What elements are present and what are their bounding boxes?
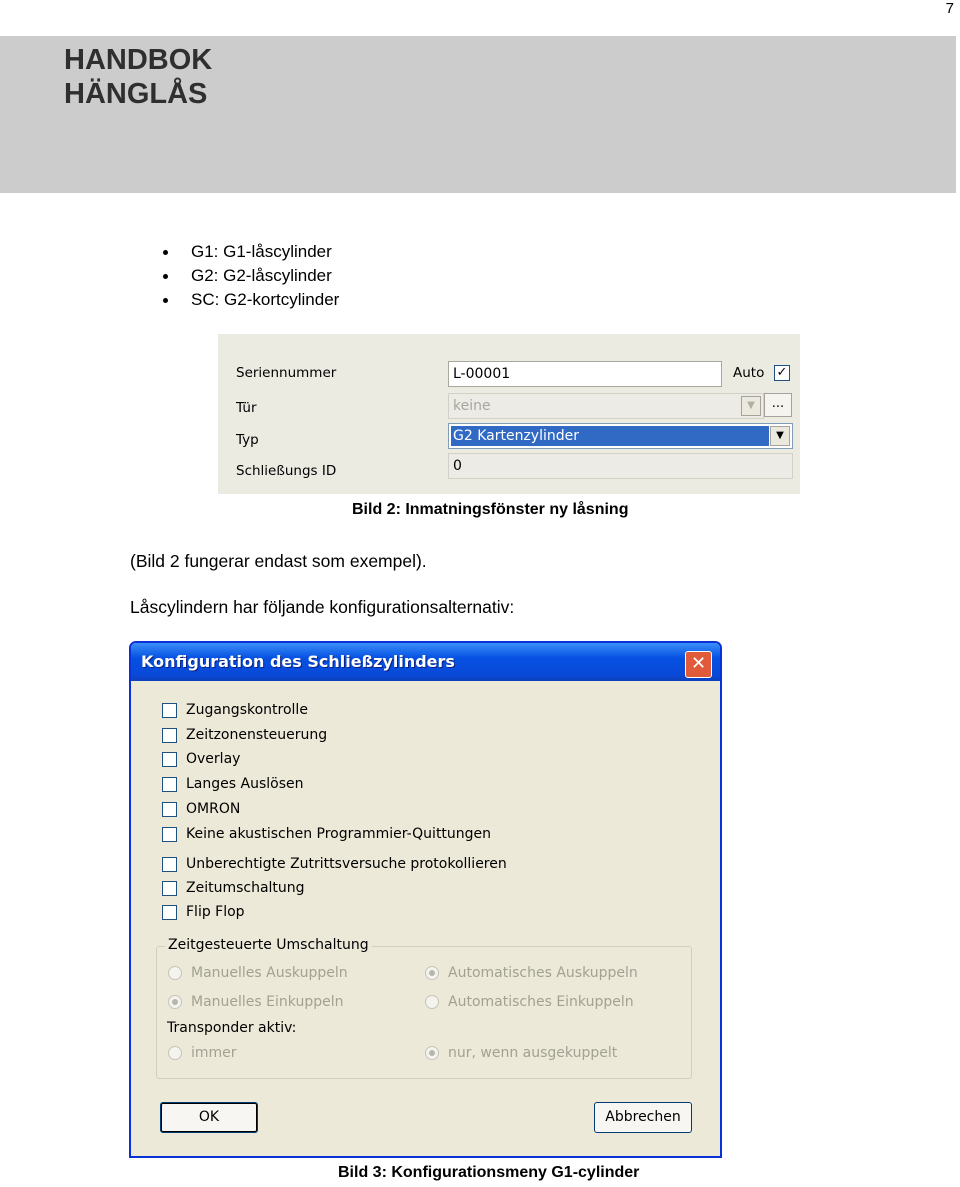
- intro-text: Låscylindern har följande konfigurationsalternativ:: [130, 597, 515, 617]
- checkbox-omron[interactable]: OMRON: [162, 801, 240, 817]
- dialog-title: Konfiguration des Schließzylinders: [141, 652, 455, 671]
- figure-caption: Bild 3: Konfigurationsmeny G1-cylinder: [338, 1164, 640, 1181]
- chevron-down-icon: ▼: [770, 426, 790, 446]
- browse-door-button[interactable]: ...: [764, 393, 792, 417]
- document-title: [64, 43, 212, 111]
- radio-button[interactable]: [425, 966, 439, 980]
- door-select-value: keine: [453, 398, 491, 414]
- door-select[interactable]: [448, 393, 764, 419]
- radio-button[interactable]: [425, 1046, 439, 1060]
- serial-label: Seriennummer: [236, 365, 337, 381]
- type-label: Typ: [236, 432, 259, 448]
- auto-label: Auto: [733, 365, 765, 381]
- cancel-button[interactable]: Abbrechen: [594, 1102, 692, 1133]
- ok-button[interactable]: OK: [160, 1102, 258, 1133]
- radio-always[interactable]: immer: [168, 1045, 237, 1061]
- auto-checkbox[interactable]: ✓: [774, 365, 790, 381]
- radio-button[interactable]: [168, 995, 182, 1009]
- radio-manual-release[interactable]: Manuelles Auskuppeln: [168, 965, 348, 981]
- title-line-2: HÄNGLÅS: [64, 78, 208, 110]
- radio-manual-engage[interactable]: Manuelles Einkuppeln: [168, 994, 343, 1010]
- cylinder-config-dialog: [129, 641, 722, 1158]
- checkbox-time-switching[interactable]: Zeitumschaltung: [162, 880, 305, 896]
- checkbox[interactable]: [162, 881, 177, 896]
- type-select[interactable]: [448, 423, 793, 449]
- checkbox-no-acoustic-ack[interactable]: Keine akustischen Programmier-Quittungen: [162, 826, 491, 842]
- radio-auto-engage[interactable]: Automatisches Einkuppeln: [425, 994, 634, 1010]
- page-number: 7: [945, 0, 954, 17]
- checkbox[interactable]: [162, 802, 177, 817]
- checkbox[interactable]: [162, 905, 177, 920]
- bullet-icon: [163, 274, 168, 279]
- bullet-icon: [163, 250, 168, 255]
- example-note: (Bild 2 fungerar endast som exempel).: [130, 551, 427, 571]
- group-title: Zeitgesteuerte Umschaltung: [165, 937, 372, 953]
- title-line-1: HANDBOK: [64, 44, 213, 76]
- checkbox[interactable]: [162, 728, 177, 743]
- checkbox-access-control[interactable]: Zugangskontrolle: [162, 702, 308, 718]
- checkbox-flip-flop[interactable]: Flip Flop: [162, 904, 245, 920]
- transponder-label: Transponder aktiv:: [167, 1020, 297, 1036]
- checkbox[interactable]: [162, 857, 177, 872]
- list-item: SC: G2-kortcylinder: [163, 288, 339, 312]
- checkbox[interactable]: [162, 752, 177, 767]
- lock-id-label: Schließungs ID: [236, 463, 337, 479]
- list-item: G1: G1-låscylinder: [163, 240, 339, 264]
- radio-auto-release[interactable]: Automatisches Auskuppeln: [425, 965, 638, 981]
- checkbox-long-release[interactable]: Langes Auslösen: [162, 776, 303, 792]
- radio-only-when-released[interactable]: nur, wenn ausgekuppelt: [425, 1045, 617, 1061]
- checkbox[interactable]: [162, 777, 177, 792]
- bullet-icon: [163, 298, 168, 303]
- type-select-value: G2 Kartenzylinder: [451, 426, 769, 446]
- figure-caption: Bild 2: Inmatningsfönster ny låsning: [352, 501, 629, 518]
- checkbox-log-unauthorized[interactable]: Unberechtigte Zutrittsversuche protokollieren: [162, 856, 507, 872]
- radio-button[interactable]: [168, 1046, 182, 1060]
- checkbox-time-zone-control[interactable]: Zeitzonensteuerung: [162, 727, 327, 743]
- checkbox[interactable]: [162, 703, 177, 718]
- close-icon: ✕: [690, 653, 707, 674]
- radio-button[interactable]: [168, 966, 182, 980]
- cylinder-type-list: [163, 240, 339, 312]
- door-label: Tür: [236, 400, 257, 416]
- new-lock-input-window: [218, 334, 800, 494]
- checkbox[interactable]: [162, 827, 177, 842]
- lock-id-field[interactable]: 0: [448, 453, 793, 479]
- checkbox-overlay[interactable]: Overlay: [162, 751, 240, 767]
- serial-field[interactable]: L-00001: [448, 361, 722, 387]
- radio-button[interactable]: [425, 995, 439, 1009]
- close-button[interactable]: [685, 651, 712, 678]
- list-item: G2: G2-låscylinder: [163, 264, 339, 288]
- chevron-down-icon: ▼: [741, 396, 761, 416]
